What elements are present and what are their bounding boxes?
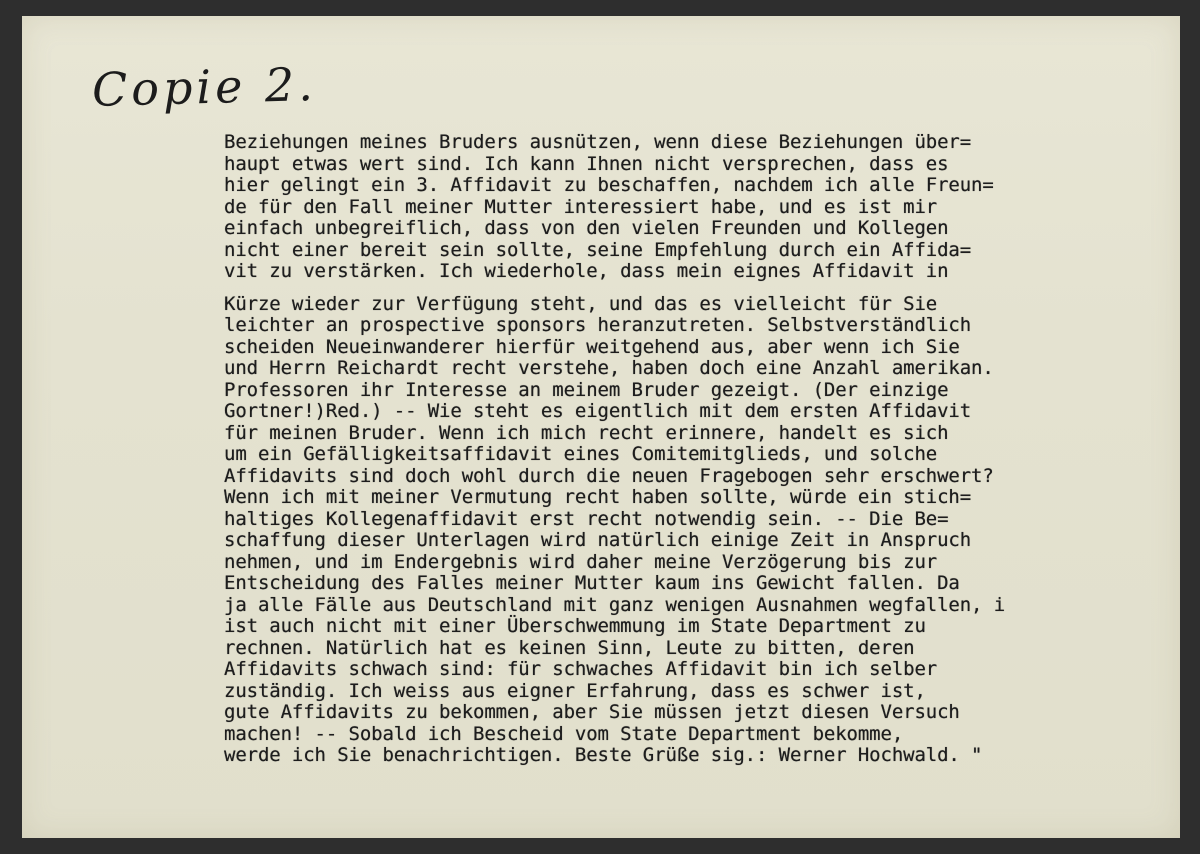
text-line: einfach unbegreiflich, dass von den vielen Freunden und Kollegen [224,217,949,239]
text-line: ist auch nicht mit einer Überschwemmung im State Department zu [224,615,926,637]
text-line: Gortner!)Red.) -- Wie steht es eigentlich mit dem ersten Affidavit [224,400,972,422]
text-line: werde ich Sie benachrichtigen. Beste Grüße sig.: Werner Hochwald. " [224,744,983,766]
text-line: um ein Gefälligkeitsaffidavit eines Comitemitglieds, und solche [224,443,938,465]
text-line: und Herrn Reichardt recht verstehe, haben doch eine Anzahl amerikan. [224,357,994,379]
paragraph-1 [224,132,1174,283]
text-line: haltiges Kollegenaffidavit erst recht notwendig sein. -- Die Be= [224,507,949,530]
text-line: nehmen, und im Endergebnis wird daher meine Verzögerung bis zur [224,550,938,573]
paragraph-gap [224,283,1174,294]
text-line: schaffung dieser Unterlagen wird natürlich einige Zeit in Anspruch [224,529,972,551]
text-line: rechnen. Natürlich hat es keinen Sinn, Leute zu bitten, deren [224,636,915,659]
text-line: machen! -- Sobald ich Bescheid vom State Department bekomme, [224,722,904,745]
text-line: Wenn ich mit meiner Vermutung recht haben sollte, würde ein stich= [224,486,972,508]
text-line: scheiden Neueinwanderer hierfür weitgehend aus, aber wenn ich Sie [224,335,960,358]
text-line: ja alle Fälle aus Deutschland mit ganz wenigen Ausnahmen wegfallen, i [224,593,1006,616]
text-line: hier gelingt ein 3. Affidavit zu beschaffen, nachdem ich alle Freun= [224,174,994,196]
text-line: de für den Fall meiner Mutter interessiert habe, und es ist mir [224,195,938,218]
text-line: nicht einer bereit sein sollte, seine Empfehlung durch ein Affida= [224,238,972,261]
text-line: leichter an prospective sponsors heranzutreten. Selbstverständlich [224,314,972,336]
text-line: Entscheidung des Falles meiner Mutter kaum ins Gewicht fallen. Da [224,572,960,594]
text-line: vit zu verstärken. Ich wiederhole, dass mein eignes Affidavit in [224,260,949,282]
text-line: haupt etwas wert sind. Ich kann Ihnen nicht versprechen, dass es [224,152,949,175]
text-line: Kürze wieder zur Verfügung steht, und das es vielleicht für Sie [224,292,938,315]
text-line: Beziehungen meines Bruders ausnützen, wenn diese Beziehungen über= [224,131,972,153]
typed-letter-body [224,132,1174,767]
text-line: Affidavits schwach sind: für schwaches Affidavit bin ich selber [224,658,938,680]
handwritten-note: Copie 2. [91,57,318,117]
paragraph-2 [224,294,1174,767]
text-line: Professoren ihr Interesse an meinem Bruder gezeigt. (Der einzige [224,378,949,401]
text-line: gute Affidavits zu bekommen, aber Sie müssen jetzt diesen Versuch [224,701,960,723]
text-line: zuständig. Ich weiss aus eigner Erfahrung, dass es schwer ist, [224,679,926,702]
text-line: für meinen Bruder. Wenn ich mich recht erinnere, handelt es sich [224,421,949,444]
text-line: Affidavits sind doch wohl durch die neuen Fragebogen sehr erschwert? [224,464,994,487]
